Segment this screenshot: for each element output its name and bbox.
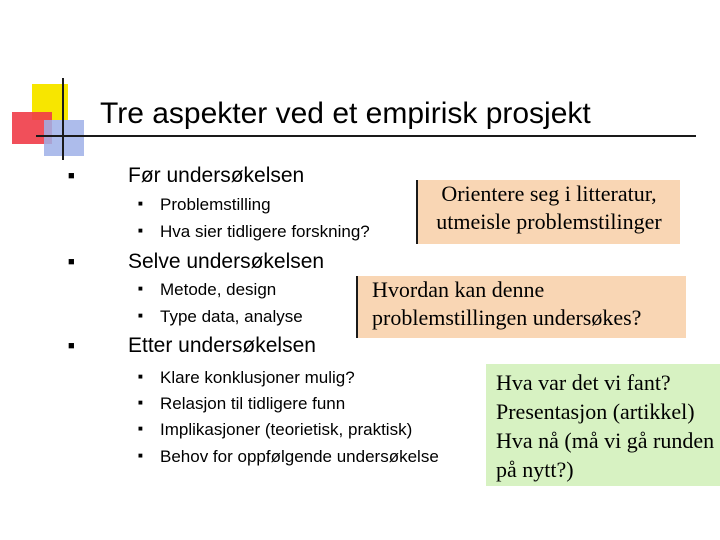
list-item: Problemstilling <box>160 195 271 214</box>
list-item: Relasjon til tidligere funn <box>160 394 346 413</box>
bullet-square-icon: ■ <box>138 451 143 460</box>
list-item: Behov for oppfølgende undersøkelse <box>160 447 439 466</box>
callout-line: Hva var det vi fant? <box>496 370 671 395</box>
callout-line: Hvordan kan denne <box>372 277 545 302</box>
bullet-square-icon: ■ <box>138 199 143 208</box>
list-item: Metode, design <box>160 280 277 299</box>
section-heading: Selve undersøkelsen <box>128 250 325 273</box>
callout-method <box>356 276 686 338</box>
decor-vertical-line <box>62 78 64 160</box>
bullet-square-icon: ■ <box>138 226 143 235</box>
bullet-square-icon: ■ <box>68 256 75 268</box>
callout-line: Presentasjon (artikkel) <box>496 399 695 424</box>
callout-line: Hva nå (må vi gå runden <box>496 428 715 453</box>
bullet-square-icon: ■ <box>138 311 143 320</box>
section-heading: Før undersøkelsen <box>128 164 305 187</box>
slide-title: Tre aspekter ved et empirisk prosjekt <box>100 97 591 130</box>
bullet-square-icon: ■ <box>68 170 75 182</box>
bullet-square-icon: ■ <box>138 284 143 293</box>
bullet-square-icon: ■ <box>138 424 143 433</box>
list-item: Type data, analyse <box>160 307 303 326</box>
list-item: Klare konklusjoner mulig? <box>160 368 355 387</box>
bullet-square-icon: ■ <box>68 340 75 352</box>
callout-line: problemstillingen undersøkes? <box>372 305 642 330</box>
callout-findings <box>486 364 720 486</box>
callout-line: utmeisle problemstilinger <box>436 209 662 234</box>
bullet-square-icon: ■ <box>138 372 143 381</box>
decor-horizontal-line <box>36 135 696 137</box>
callout-line: Orientere seg i litteratur, <box>441 181 657 206</box>
list-item: Hva sier tidligere forskning? <box>160 222 370 241</box>
callout-line: på nytt?) <box>496 457 574 482</box>
decor-blue-square <box>44 120 84 156</box>
section-heading: Etter undersøkelsen <box>128 334 316 357</box>
callout-literature <box>416 180 680 244</box>
bullet-square-icon: ■ <box>138 398 143 407</box>
list-item: Implikasjoner (teorietisk, praktisk) <box>160 420 413 439</box>
